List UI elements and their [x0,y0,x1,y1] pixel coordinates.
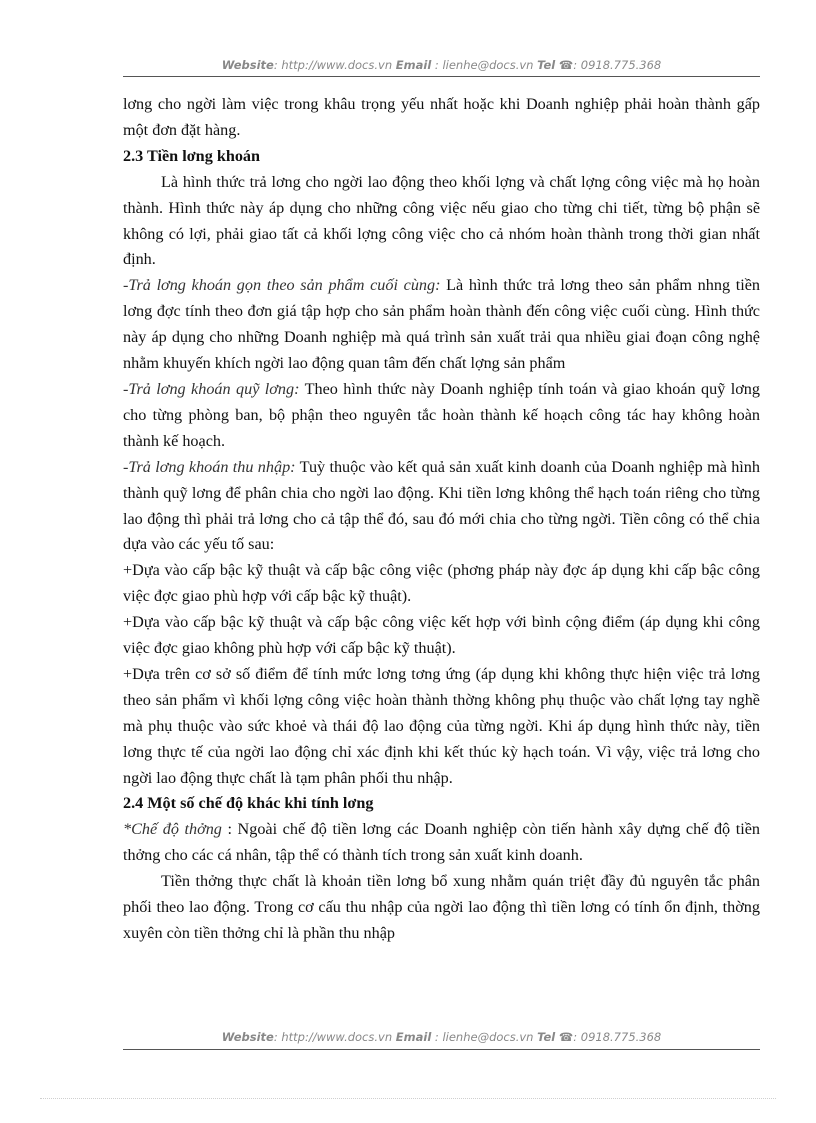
page-footer [123,1030,760,1044]
paragraph-text: Theo hình thức này Doanh nghiệp tính toán và giao khoán quỹ lơng cho từng phòng ban, bộ phận theo nguyên tắc hoàn thành kế hoạch công tác hay không hoàn thành kế hoạch. [123,379,760,450]
paragraph-lead-italic: *Chế độ thởng [123,820,222,839]
paragraph-text: Là hình thức trả lơng theo sản phẩm nhng tiền lơng đợc tính theo đơn giá tập hợp cho sản phẩm hoàn thành đến công việc cuối cùng. Hình thức này áp dụng cho những Doanh nghiệp mà quá trình sản xuất trải qua nhiều giai đoạn công nghệ nhằm khuyến khích ngời lao động quan tâm đến chất lợng sản phẩm [123,276,760,373]
section-heading-2-3: 2.3 Tiền lơng khoán [123,146,261,165]
header-website-value: : http://www.docs.vn [273,58,393,72]
footer-tel-label: Tel [537,1030,556,1044]
header-email-value: : lienhe@docs.vn [434,58,534,72]
footer-divider [123,1049,760,1050]
paragraph [123,273,760,377]
paragraph-lead-italic: -Trả lơng khoán quỹ lơng: [123,379,300,398]
paragraph-text: : Ngoài chế độ tiền lơng các Doanh nghiệp còn tiến hành xây dựng chế độ tiền thởng cho các cá nhân, tập thể có thành tích trong sản xuất kinh doanh. [123,820,760,865]
header-website-label: Website [221,58,274,72]
paragraph-lead-italic: -Trả lơng khoán gọn theo sản phẩm cuối cùng: [123,276,441,295]
paragraph: Tiền thởng thực chất là khoản tiền lơng bổ xung nhằm quán triệt đầy đủ nguyên tắc phân phối theo lao động. Trong cơ cấu thu nhập của ngời lao động thì tiền lơng có tính ổn định, thờng xuyên còn tiền thởng chỉ là phần thu nhập [123,872,760,942]
paragraph-text: Tuỳ thuộc vào kết quả sản xuất kinh doanh của Doanh nghiệp mà hình thành quỹ lơng để phân chia cho ngời lao động. Khi tiền lơng không thể hạch toán riêng cho từng lao động thì phải trả lơng cho cả tập thể đó, sau đó mới chia cho từng ngời. Tiền công có thể chia dựa vào các yếu tố sau: [123,457,760,554]
page-bottom-dotted-line [40,1098,776,1099]
paragraph [123,817,760,869]
header-tel-value: ☎: 0918.775.368 [558,58,662,72]
section-heading-2-4: 2.4 Một số chế độ khác khi tính lơng [123,794,374,813]
paragraph [123,377,760,455]
paragraph [123,455,760,559]
paragraph: +Dựa vào cấp bậc kỹ thuật và cấp bậc công việc (phơng pháp này đợc áp dụng khi cấp bậc công việc đợc giao phù hợp với cấp bậc kỹ thuật). [123,561,760,606]
header-divider [123,76,760,77]
paragraph-lead-italic: -Trả lơng khoán thu nhập: [123,457,296,476]
paragraph: Là hình thức trả lơng cho ngời lao động theo khối lợng và chất lợng công việc mà họ hoàn thành. Hình thức này áp dụng cho những công việc nếu giao cho từng chi tiết, từng bộ phận sẽ không có lợi, phải giao tất cả khối lợng công việc cho cả nhóm hoàn thành trong thời gian nhất định. [123,172,760,269]
header-tel-label: Tel [537,58,556,72]
page-header [123,58,760,72]
header-email-label: Email [395,58,432,72]
footer-website-label: Website [221,1030,274,1044]
paragraph: lơng cho ngời làm việc trong khâu trọng yếu nhất hoặc khi Doanh nghiệp phải hoàn thành gấp một đơn đặt hàng. [123,95,760,139]
footer-email-label: Email [395,1030,432,1044]
footer-website-value: : http://www.docs.vn [273,1030,393,1044]
document-body [123,92,760,947]
footer-tel-value: ☎: 0918.775.368 [558,1030,662,1044]
paragraph: +Dựa trên cơ sở số điểm để tính mức lơng tơng ứng (áp dụng khi không thực hiện việc trả lơng theo sản phẩm vì khối lợng công việc hoàn thành thờng không phụ thuộc vào chất lợng tay nghề mà phụ thuộc vào sức khoẻ và thái độ lao động của từng ngời. Khi áp dụng hình thức này, tiền lơng thực tế của ngời lao động chỉ xác định khi kết thúc kỳ hạch toán. Vì vậy, việc trả lơng cho ngời lao động thực chất là tạm phân phối thu nhập. [123,664,760,787]
footer-email-value: : lienhe@docs.vn [434,1030,534,1044]
paragraph: +Dựa vào cấp bậc kỹ thuật và cấp bậc công việc kết hợp với bình cộng điểm (áp dụng khi công việc đợc giao không phù hợp với cấp bậc kỹ thuật). [123,613,760,658]
